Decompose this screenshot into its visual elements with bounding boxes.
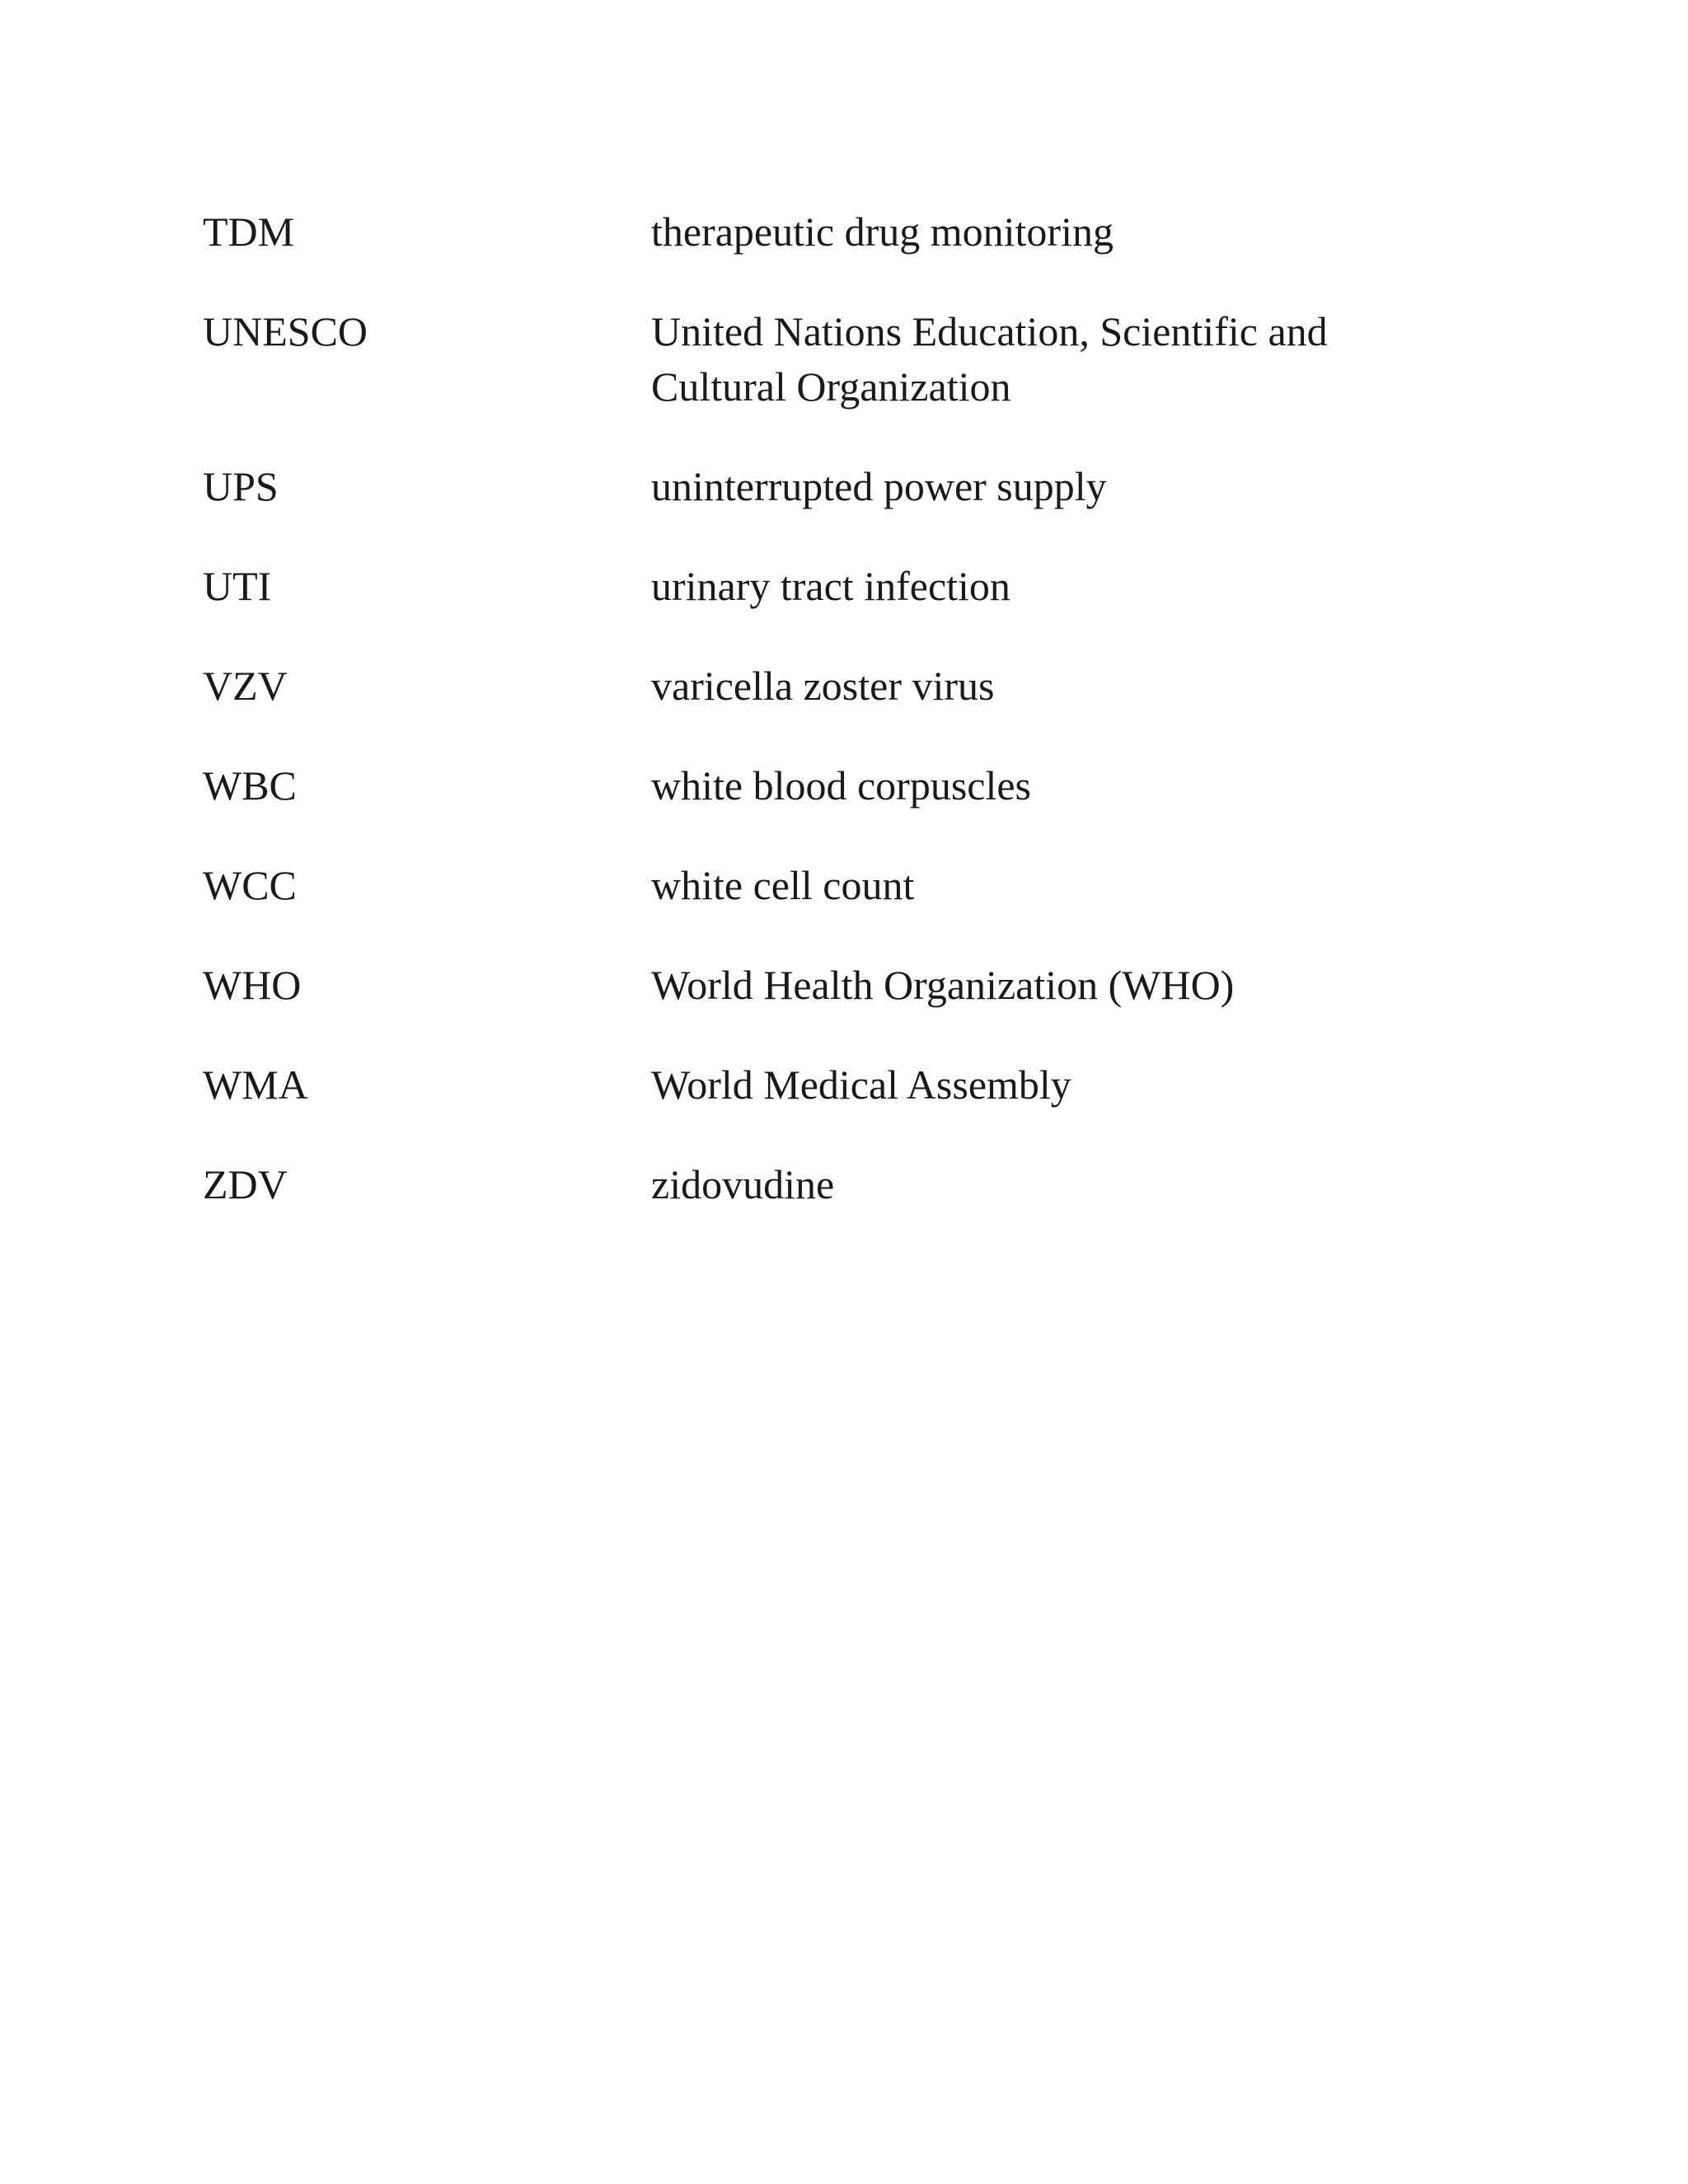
abbreviation-term: UNESCO bbox=[203, 308, 368, 354]
abbreviation-row bbox=[203, 1057, 1489, 1113]
abbreviation-definition: World Health Organization (WHO) bbox=[651, 962, 1235, 1008]
abbreviation-term: UPS bbox=[203, 463, 279, 509]
abbreviation-definition: urinary tract infection bbox=[651, 563, 1010, 609]
abbreviation-term: ZDV bbox=[203, 1161, 288, 1207]
abbreviation-term: VZV bbox=[203, 663, 288, 709]
abbreviation-list bbox=[203, 204, 1489, 1257]
abbreviation-definition: white blood corpuscles bbox=[651, 762, 1032, 808]
abbreviation-definition: zidovudine bbox=[651, 1161, 835, 1207]
abbreviation-row bbox=[203, 459, 1489, 514]
abbreviation-definition: white cell count bbox=[651, 862, 915, 908]
abbreviation-definition: varicella zoster virus bbox=[651, 663, 995, 709]
abbreviation-row bbox=[203, 658, 1489, 714]
abbreviation-definition: therapeutic drug monitoring bbox=[651, 209, 1114, 255]
abbreviation-definition: uninterrupted power supply bbox=[651, 463, 1107, 509]
abbreviation-row bbox=[203, 1157, 1489, 1212]
abbreviation-row bbox=[203, 858, 1489, 913]
abbreviation-row bbox=[203, 204, 1489, 260]
abbreviation-definition: World Medical Assembly bbox=[651, 1062, 1071, 1108]
abbreviation-term: WHO bbox=[203, 962, 302, 1008]
abbreviation-row bbox=[203, 958, 1489, 1013]
abbreviation-row bbox=[203, 304, 1489, 415]
abbreviation-term: WBC bbox=[203, 762, 297, 808]
abbreviation-term: WMA bbox=[203, 1062, 308, 1108]
abbreviation-term: UTI bbox=[203, 563, 272, 609]
abbreviation-row bbox=[203, 559, 1489, 614]
abbreviation-row bbox=[203, 758, 1489, 813]
abbreviation-definition: United Nations Education, Scientific and Cultural Organization bbox=[651, 308, 1328, 410]
abbreviation-term: WCC bbox=[203, 862, 297, 908]
abbreviation-term: TDM bbox=[203, 209, 295, 255]
